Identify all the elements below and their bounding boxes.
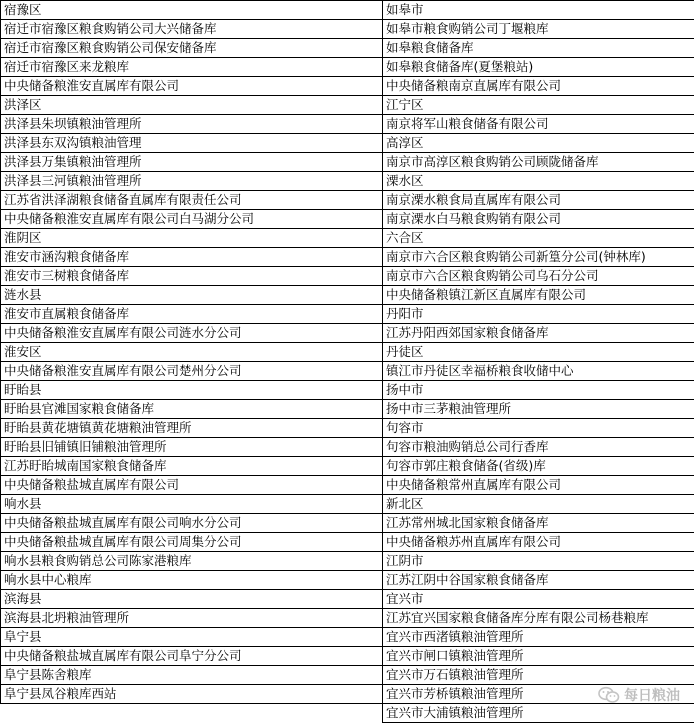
- table-row: [1, 210, 694, 229]
- right-cell: 句容市粮油购销总公司行香库: [383, 438, 694, 457]
- table-row: [1, 191, 694, 210]
- table-row: [1, 685, 694, 704]
- table-row: [1, 134, 694, 153]
- right-cell: 江阴市: [383, 552, 694, 571]
- left-cell: 盱眙县: [1, 381, 383, 400]
- left-cell: 中央储备粮盐城直属库有限公司周集分公司: [1, 533, 383, 552]
- right-cell: 宜兴市: [383, 590, 694, 609]
- right-cell: 南京市六合区粮食购销公司乌石分公司: [383, 267, 694, 286]
- left-cell: 中央储备粮淮安直属库有限公司: [1, 77, 383, 96]
- table-row: [1, 77, 694, 96]
- right-cell: 宜兴市闸口镇粮油管理所: [383, 647, 694, 666]
- table-row: [1, 96, 694, 115]
- right-cell: 南京溧水白马粮食购销有限公司: [383, 210, 694, 229]
- table-row: [1, 1, 694, 20]
- table-row: [1, 647, 694, 666]
- right-cell: 如皋市粮食购销公司丁堰粮库: [383, 20, 694, 39]
- table-row: [1, 267, 694, 286]
- left-cell: 阜宁县: [1, 628, 383, 647]
- left-cell: 中央储备粮盐城直属库有限公司: [1, 476, 383, 495]
- left-cell: 盱眙县官滩国家粮食储备库: [1, 400, 383, 419]
- table-row: [1, 286, 694, 305]
- table-row: [1, 704, 694, 723]
- left-cell: 宿豫区: [1, 1, 383, 20]
- right-cell: 丹徒区: [383, 343, 694, 362]
- watermark-text: 每日粮油: [624, 688, 680, 704]
- right-cell: 扬中市三茅粮油管理所: [383, 400, 694, 419]
- table-row: [1, 476, 694, 495]
- left-cell: 洪泽县东双沟镇粮油管理: [1, 134, 383, 153]
- left-cell: 响水县粮食购销总公司陈家港粮库: [1, 552, 383, 571]
- right-cell: 六合区: [383, 229, 694, 248]
- right-cell: 江苏江阴中谷国家粮食储备库: [383, 571, 694, 590]
- table-row: [1, 153, 694, 172]
- right-cell: 南京市六合区粮食购销公司新篁分公司(钟林库): [383, 248, 694, 267]
- right-cell: 南京将军山粮食储备有限公司: [383, 115, 694, 134]
- left-cell: 阜宁县凤谷粮库西站: [1, 685, 383, 704]
- left-cell: 淮阴区: [1, 229, 383, 248]
- right-cell: 丹阳市: [383, 305, 694, 324]
- left-cell: 中央储备粮淮安直属库有限公司白马湖分公司: [1, 210, 383, 229]
- right-cell: 中央储备粮南京直属库有限公司: [383, 77, 694, 96]
- right-cell: 高淳区: [383, 134, 694, 153]
- left-cell: 涟水县: [1, 286, 383, 305]
- right-cell: 如皋市: [383, 1, 694, 20]
- right-cell: 句容市郭庄粮食储备(省级)库: [383, 457, 694, 476]
- left-cell: 宿迁市宿豫区粮食购销公司保安储备库: [1, 39, 383, 58]
- right-cell: 江苏宜兴国家粮食储备库分库有限公司杨巷粮库: [383, 609, 694, 628]
- table-row: [1, 172, 694, 191]
- right-cell: 江宁区: [383, 96, 694, 115]
- table-row: [1, 400, 694, 419]
- table-row: [1, 362, 694, 381]
- left-cell: 淮安市三树粮食储备库: [1, 267, 383, 286]
- left-cell: [1, 704, 383, 723]
- right-cell: 中央储备粮常州直属库有限公司: [383, 476, 694, 495]
- right-cell: 镇江市丹徒区幸福桥粮食收储中心: [383, 362, 694, 381]
- left-cell: 江苏盱眙城南国家粮食储备库: [1, 457, 383, 476]
- table-row: [1, 115, 694, 134]
- left-cell: 阜宁县陈舍粮库: [1, 666, 383, 685]
- right-cell: 如皋粮食储备库: [383, 39, 694, 58]
- right-cell: 如皋粮食储备库(夏堡粮站): [383, 58, 694, 77]
- table-row: [1, 305, 694, 324]
- table-row: [1, 628, 694, 647]
- left-cell: 洪泽县朱坝镇粮油管理所: [1, 115, 383, 134]
- table-row: [1, 552, 694, 571]
- right-cell: 宜兴市万石镇粮油管理所: [383, 666, 694, 685]
- wechat-icon: [598, 686, 620, 704]
- right-cell: 溧水区: [383, 172, 694, 191]
- right-cell: 句容市: [383, 419, 694, 438]
- left-cell: 中央储备粮淮安直属库有限公司楚州分公司: [1, 362, 383, 381]
- right-cell: 宜兴市芳桥镇粮油管理所: [383, 685, 694, 704]
- left-cell: 淮安市直属粮食储备库: [1, 305, 383, 324]
- left-cell: 宿迁市宿豫区粮食购销公司大兴储备库: [1, 20, 383, 39]
- right-cell: 宜兴市大浦镇粮油管理所: [383, 704, 694, 723]
- table-row: [1, 514, 694, 533]
- table-row: [1, 666, 694, 685]
- right-cell: 新北区: [383, 495, 694, 514]
- right-cell: 中央储备粮苏州直属库有限公司: [383, 533, 694, 552]
- table-row: [1, 438, 694, 457]
- left-cell: 洪泽区: [1, 96, 383, 115]
- table-row: [1, 343, 694, 362]
- table-row: [1, 609, 694, 628]
- left-cell: 滨海县北坍粮油管理所: [1, 609, 383, 628]
- right-cell: 中央储备粮镇江新区直属库有限公司: [383, 286, 694, 305]
- right-cell: 南京溧水粮食局直属库有限公司: [383, 191, 694, 210]
- table-body: [1, 1, 694, 723]
- table-row: [1, 571, 694, 590]
- left-cell: 盱眙县黄花塘镇黄花塘粮油管理所: [1, 419, 383, 438]
- right-cell: 南京市高淳区粮食购销公司顾陇储备库: [383, 153, 694, 172]
- left-cell: 滨海县: [1, 590, 383, 609]
- table-row: [1, 20, 694, 39]
- left-cell: 江苏省洪泽湖粮食储备直属库有限责任公司: [1, 191, 383, 210]
- table-row: [1, 229, 694, 248]
- watermark: [598, 686, 680, 704]
- table-row: [1, 495, 694, 514]
- table-row: [1, 533, 694, 552]
- left-cell: 洪泽县三河镇粮油管理所: [1, 172, 383, 191]
- left-cell: 盱眙县旧铺镇旧铺粮油管理所: [1, 438, 383, 457]
- left-cell: 中央储备粮淮安直属库有限公司涟水分公司: [1, 324, 383, 343]
- right-cell: 江苏丹阳西郊国家粮食储备库: [383, 324, 694, 343]
- left-cell: 洪泽县万集镇粮油管理所: [1, 153, 383, 172]
- table-row: [1, 381, 694, 400]
- left-cell: 宿迁市宿豫区来龙粮库: [1, 58, 383, 77]
- right-cell: 江苏常州城北国家粮食储备库: [383, 514, 694, 533]
- table-row: [1, 419, 694, 438]
- left-cell: 中央储备粮盐城直属库有限公司阜宁分公司: [1, 647, 383, 666]
- table-row: [1, 58, 694, 77]
- right-cell: 宜兴市西渚镇粮油管理所: [383, 628, 694, 647]
- right-cell: 扬中市: [383, 381, 694, 400]
- table-row: [1, 39, 694, 58]
- left-cell: 中央储备粮盐城直属库有限公司响水分公司: [1, 514, 383, 533]
- left-cell: 响水县中心粮库: [1, 571, 383, 590]
- table-row: [1, 590, 694, 609]
- left-cell: 淮安市涵沟粮食储备库: [1, 248, 383, 267]
- left-cell: 淮安区: [1, 343, 383, 362]
- left-cell: 响水县: [1, 495, 383, 514]
- table-row: [1, 457, 694, 476]
- table-row: [1, 324, 694, 343]
- table-row: [1, 248, 694, 267]
